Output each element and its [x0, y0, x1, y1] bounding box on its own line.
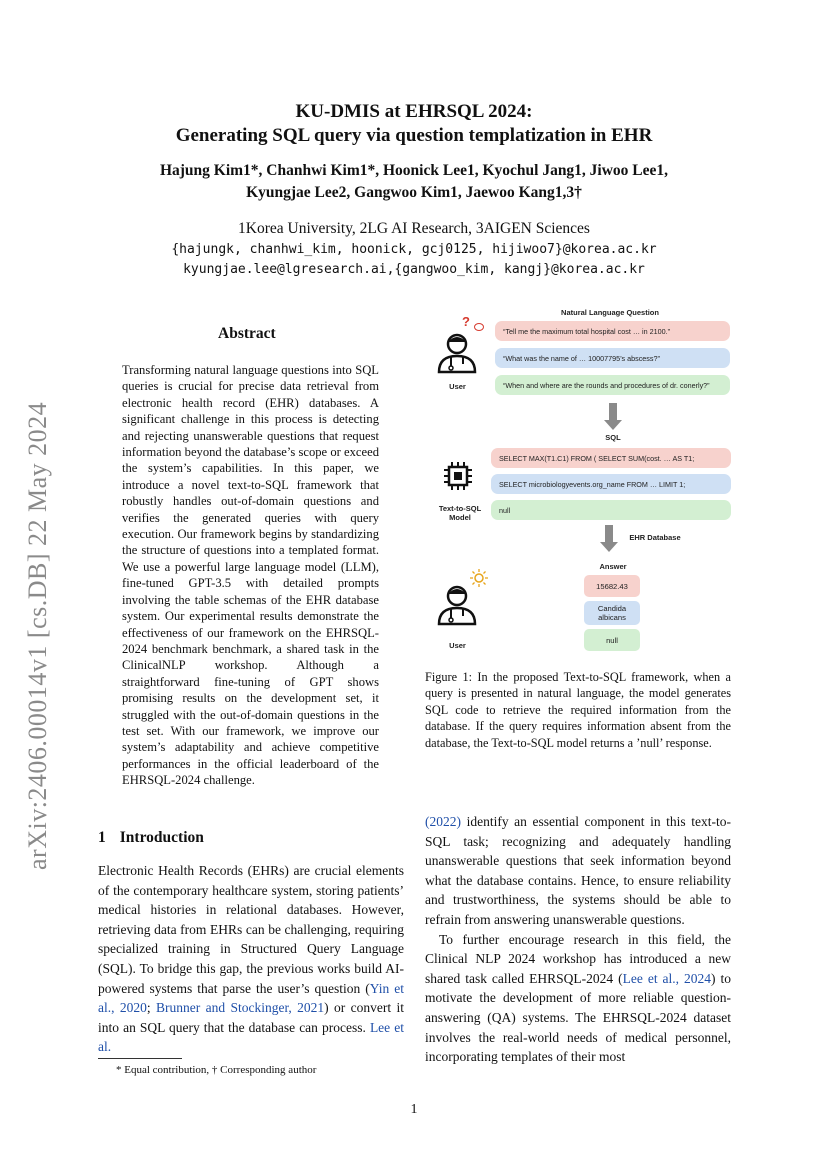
sql-bubble: SELECT MAX(T1.C1) FROM ( SELECT SUM(cost. … AS T1; — [491, 448, 731, 468]
figure-caption: Figure 1: In the proposed Text-to-SQL framework, when a query is presented in natural language, the model generates SQL code to retrieve the required information from the database. If the query requires information absent from the database, the Text-to-SQL model returns a ’null’ response. — [425, 670, 731, 750]
citation-link[interactable]: Lee et al., 2024 — [622, 970, 712, 986]
intro-text: identify an essential component in this text-to-SQL task; recognizing and adequately handling unanswerable questions that seek information beyond what the database contains. Hence, to ensure reliability and trustworthiness, the systems should be able to refrain from answering unanswerable questions. — [425, 814, 731, 927]
page-number: 1 — [410, 1102, 418, 1117]
user-icon — [435, 582, 479, 626]
model-label-line-1: Text-to-SQL — [438, 504, 482, 513]
abstract-heading: Abstract — [218, 325, 276, 342]
intro-column-2 — [425, 812, 731, 1067]
sql-bubble: null — [491, 500, 731, 520]
intro-text: ) or convert it into an SQL query that the database can process. — [98, 1000, 404, 1035]
chip-icon — [442, 460, 474, 492]
answer-box: null — [584, 629, 640, 651]
emails-line-1: {hajungk, chanhwi_kim, hoonick, gcj0125, hijiwoo7}@korea.ac.kr — [171, 242, 657, 257]
intro-paragraph-1 — [98, 861, 404, 1057]
answer-box: Candida albicans — [584, 601, 640, 625]
nlq-label: Natural Language Question — [561, 308, 659, 317]
down-arrow-icon — [609, 403, 617, 421]
intro-paragraph-3 — [425, 930, 731, 1067]
title-line-2: Generating SQL query via question templatization in EHR — [175, 125, 653, 146]
question-mark-icon: ? — [462, 314, 470, 329]
emails — [0, 240, 828, 280]
model-label-line-2: Model — [449, 513, 471, 522]
user-label: User — [449, 641, 466, 650]
model-label — [430, 504, 490, 522]
question-bubble: “When and where are the rounds and procedures of dr. conerly?” — [495, 375, 730, 395]
sql-label: SQL — [605, 433, 621, 442]
intro-text: To further encourage research in this field, the Clinical NLP 2024 workshop has introduced a new shared task called EHRSQL-2024 ( — [425, 931, 731, 986]
intro-text: ; — [146, 1000, 156, 1016]
citation-link[interactable]: Yin et al., 2020 — [98, 980, 404, 1016]
paper-title — [0, 100, 828, 148]
title-line-1: KU-DMIS at EHRSQL 2024: — [295, 101, 533, 122]
footnote: * Equal contribution, † Corresponding author — [116, 1064, 317, 1076]
citation-link[interactable]: Lee et al. — [98, 1019, 404, 1055]
citation-link[interactable]: Brunner and Stockinger, 2021 — [156, 1000, 325, 1016]
abstract-body — [122, 362, 379, 789]
figure-1 — [425, 300, 735, 660]
answer-label: Answer — [599, 562, 627, 571]
intro-text: ) to motivate the development of more reliable question-answering (QA) systems. The EHRSQL-2024 dataset involves the real-world needs of medical personnel, incorporating templates of their most — [425, 970, 732, 1065]
affiliations: 1Korea University, 2LG AI Research, 3AIGEN Sciences — [238, 220, 590, 237]
question-bubble: “What was the name of … 10007795’s abscess?” — [495, 348, 730, 368]
authors-line-1: Hajung Kim1*, Chanhwi Kim1*, Hoonick Lee1, Kyochul Jang1, Jiwoo Lee1, — [159, 162, 669, 179]
ehr-label: EHR Database — [629, 533, 681, 542]
section-heading — [98, 829, 204, 847]
authors — [0, 160, 828, 204]
section-title: Introduction — [119, 829, 204, 846]
authors-line-2: Kyungjae Lee2, Gangwoo Kim1, Jaewoo Kang1,3† — [246, 184, 582, 201]
question-bubble: “Tell me the maximum total hospital cost … in 2100.” — [495, 321, 730, 341]
user-icon — [435, 330, 479, 374]
intro-paragraph-2 — [425, 812, 731, 930]
section-number: 1 — [98, 829, 106, 846]
sql-bubble: SELECT microbiologyevents.org_name FROM … LIMIT 1; — [491, 474, 731, 494]
intro-column-1 — [98, 861, 404, 1057]
down-arrow-icon — [605, 525, 613, 543]
answer-box: 15682.43 — [584, 575, 640, 597]
intro-text: Electronic Health Records (EHRs) are crucial elements of the contemporary healthcare system, storing patients’ medical histories in relational databases. However, retrieving data from EHRs can be challenging, requiring specialized training in Structured Query Language (SQL). To bridge this gap, the previous works build AI-powered systems that parse the user’s question ( — [98, 863, 404, 996]
citation-link[interactable]: (2022) — [425, 814, 461, 829]
arxiv-stamp: arXiv:2406.00014v1 [cs.DB] 22 May 2024 — [23, 401, 52, 870]
emails-line-2: kyungjae.lee@lgresearch.ai,{gangwoo_kim, kangj}@korea.ac.kr — [183, 262, 645, 277]
abstract-text: Transforming natural language questions into SQL queries is crucial for precise data retrieval from electronic health record (EHR) databases. A significant challenge in this process is detecting and rejecting unanswerable questions that request information beyond the database’s scope or exceed the system’s capabilities. In this paper, we introduce a novel text-to-SQL framework that robustly handles out-of-domain questions and verifies the generated queries with query execution. Our framework begins by standardizing the structure of questions into a templated format. We use a powerful large language model (LLM), fine-tuned GPT-3.5 with detailed prompts involving the table schemas of the EHR database system. Our experimental results demonstrate the effectiveness of our framework on the EHRSQL-2024 benchmark benchmark, a shared task in the ClinicalNLP workshop. Although a straightforward fine-tuning of GPT shows promising results on the development set, it struggled with the out-of-domain questions in the test set. With our framework, we improve our system’s adaptability and achieve competitive performances in the official leaderboard of the EHRSQL-2024 challenge. — [122, 363, 379, 788]
user-label: User — [449, 382, 466, 391]
footnote-rule — [98, 1058, 182, 1059]
